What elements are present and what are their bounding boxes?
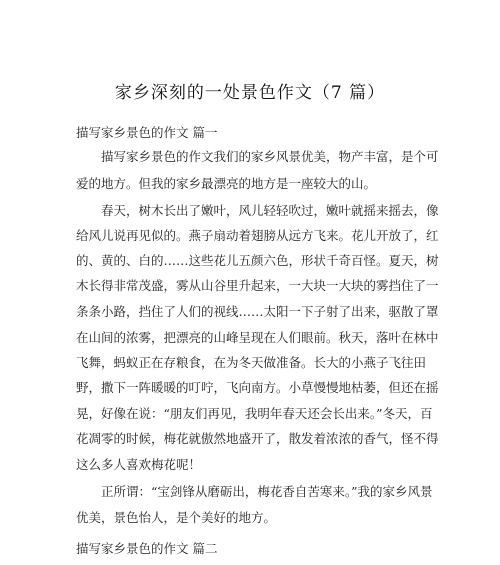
paragraph-3-line-1: 正所谓：“宝剑锋从磨砺出，梅花香自苦寒来。”我的家乡风景: [101, 484, 433, 499]
paragraph-2-line-2: 给风儿说再见似的。燕子扇动着翅膀从远方飞来。花儿开放了，红: [76, 228, 439, 243]
paragraph-2-line-9: 晃，好像在说：“朋友们再见，我明年春天还会长出来。”冬天，百: [76, 406, 433, 421]
paragraph-3-line-2: 优美，景色怡人，是个美好的地方。: [76, 510, 277, 525]
paragraph-2-line-7: 飞舞，蚂蚁正在存粮食，在为冬天做准备。长大的小燕子飞往田: [76, 355, 427, 370]
paragraph-2-line-3: 的、黄的、白的……这些花儿五颜六色，形状千奇百怪。夏天，树: [76, 253, 439, 268]
paragraph-1-line-1: 描写家乡景色的作文我们的家乡风景优美，物产丰富，是个可: [101, 149, 439, 164]
paragraph-2-line-10: 花凋零的时候，梅花就傲然地盛开了，散发着浓浓的香气，怪不得: [76, 431, 439, 446]
paragraph-2-line-4: 木长得非常茂盛，雾从山谷里升起来，一大块一大块的雾挡住了一: [76, 278, 439, 293]
paragraph-2-line-6: 在山间的浓雾，把漂亮的山峰呈现在人们眼前。秋天，落叶在林中: [76, 330, 439, 345]
paragraph-2-line-8: 野，撒下一阵暖暖的叮咛，飞向南方。小草慢慢地枯萎，但还在摇: [76, 380, 439, 395]
section-heading-2: 描写家乡景色的作文 篇二: [76, 541, 218, 556]
section-heading-1: 描写家乡景色的作文 篇一: [76, 125, 218, 140]
document-title: 家乡深刻的一处景色作文（7 篇）: [114, 83, 386, 103]
paragraph-1-line-2: 爱的地方。但我的家乡最漂亮的地方是一座较大的山。: [76, 176, 377, 191]
paragraph-2-line-11: 这么多人喜欢梅花呢！: [76, 457, 202, 472]
paragraph-2-line-5: 条条小路，挡住了人们的视线……太阳一下子射了出来，驱散了罩: [76, 304, 439, 319]
paragraph-2-line-1: 春天，树木长出了嫩叶，风儿轻轻吹过，嫩叶就摇来摇去，像: [101, 203, 439, 218]
